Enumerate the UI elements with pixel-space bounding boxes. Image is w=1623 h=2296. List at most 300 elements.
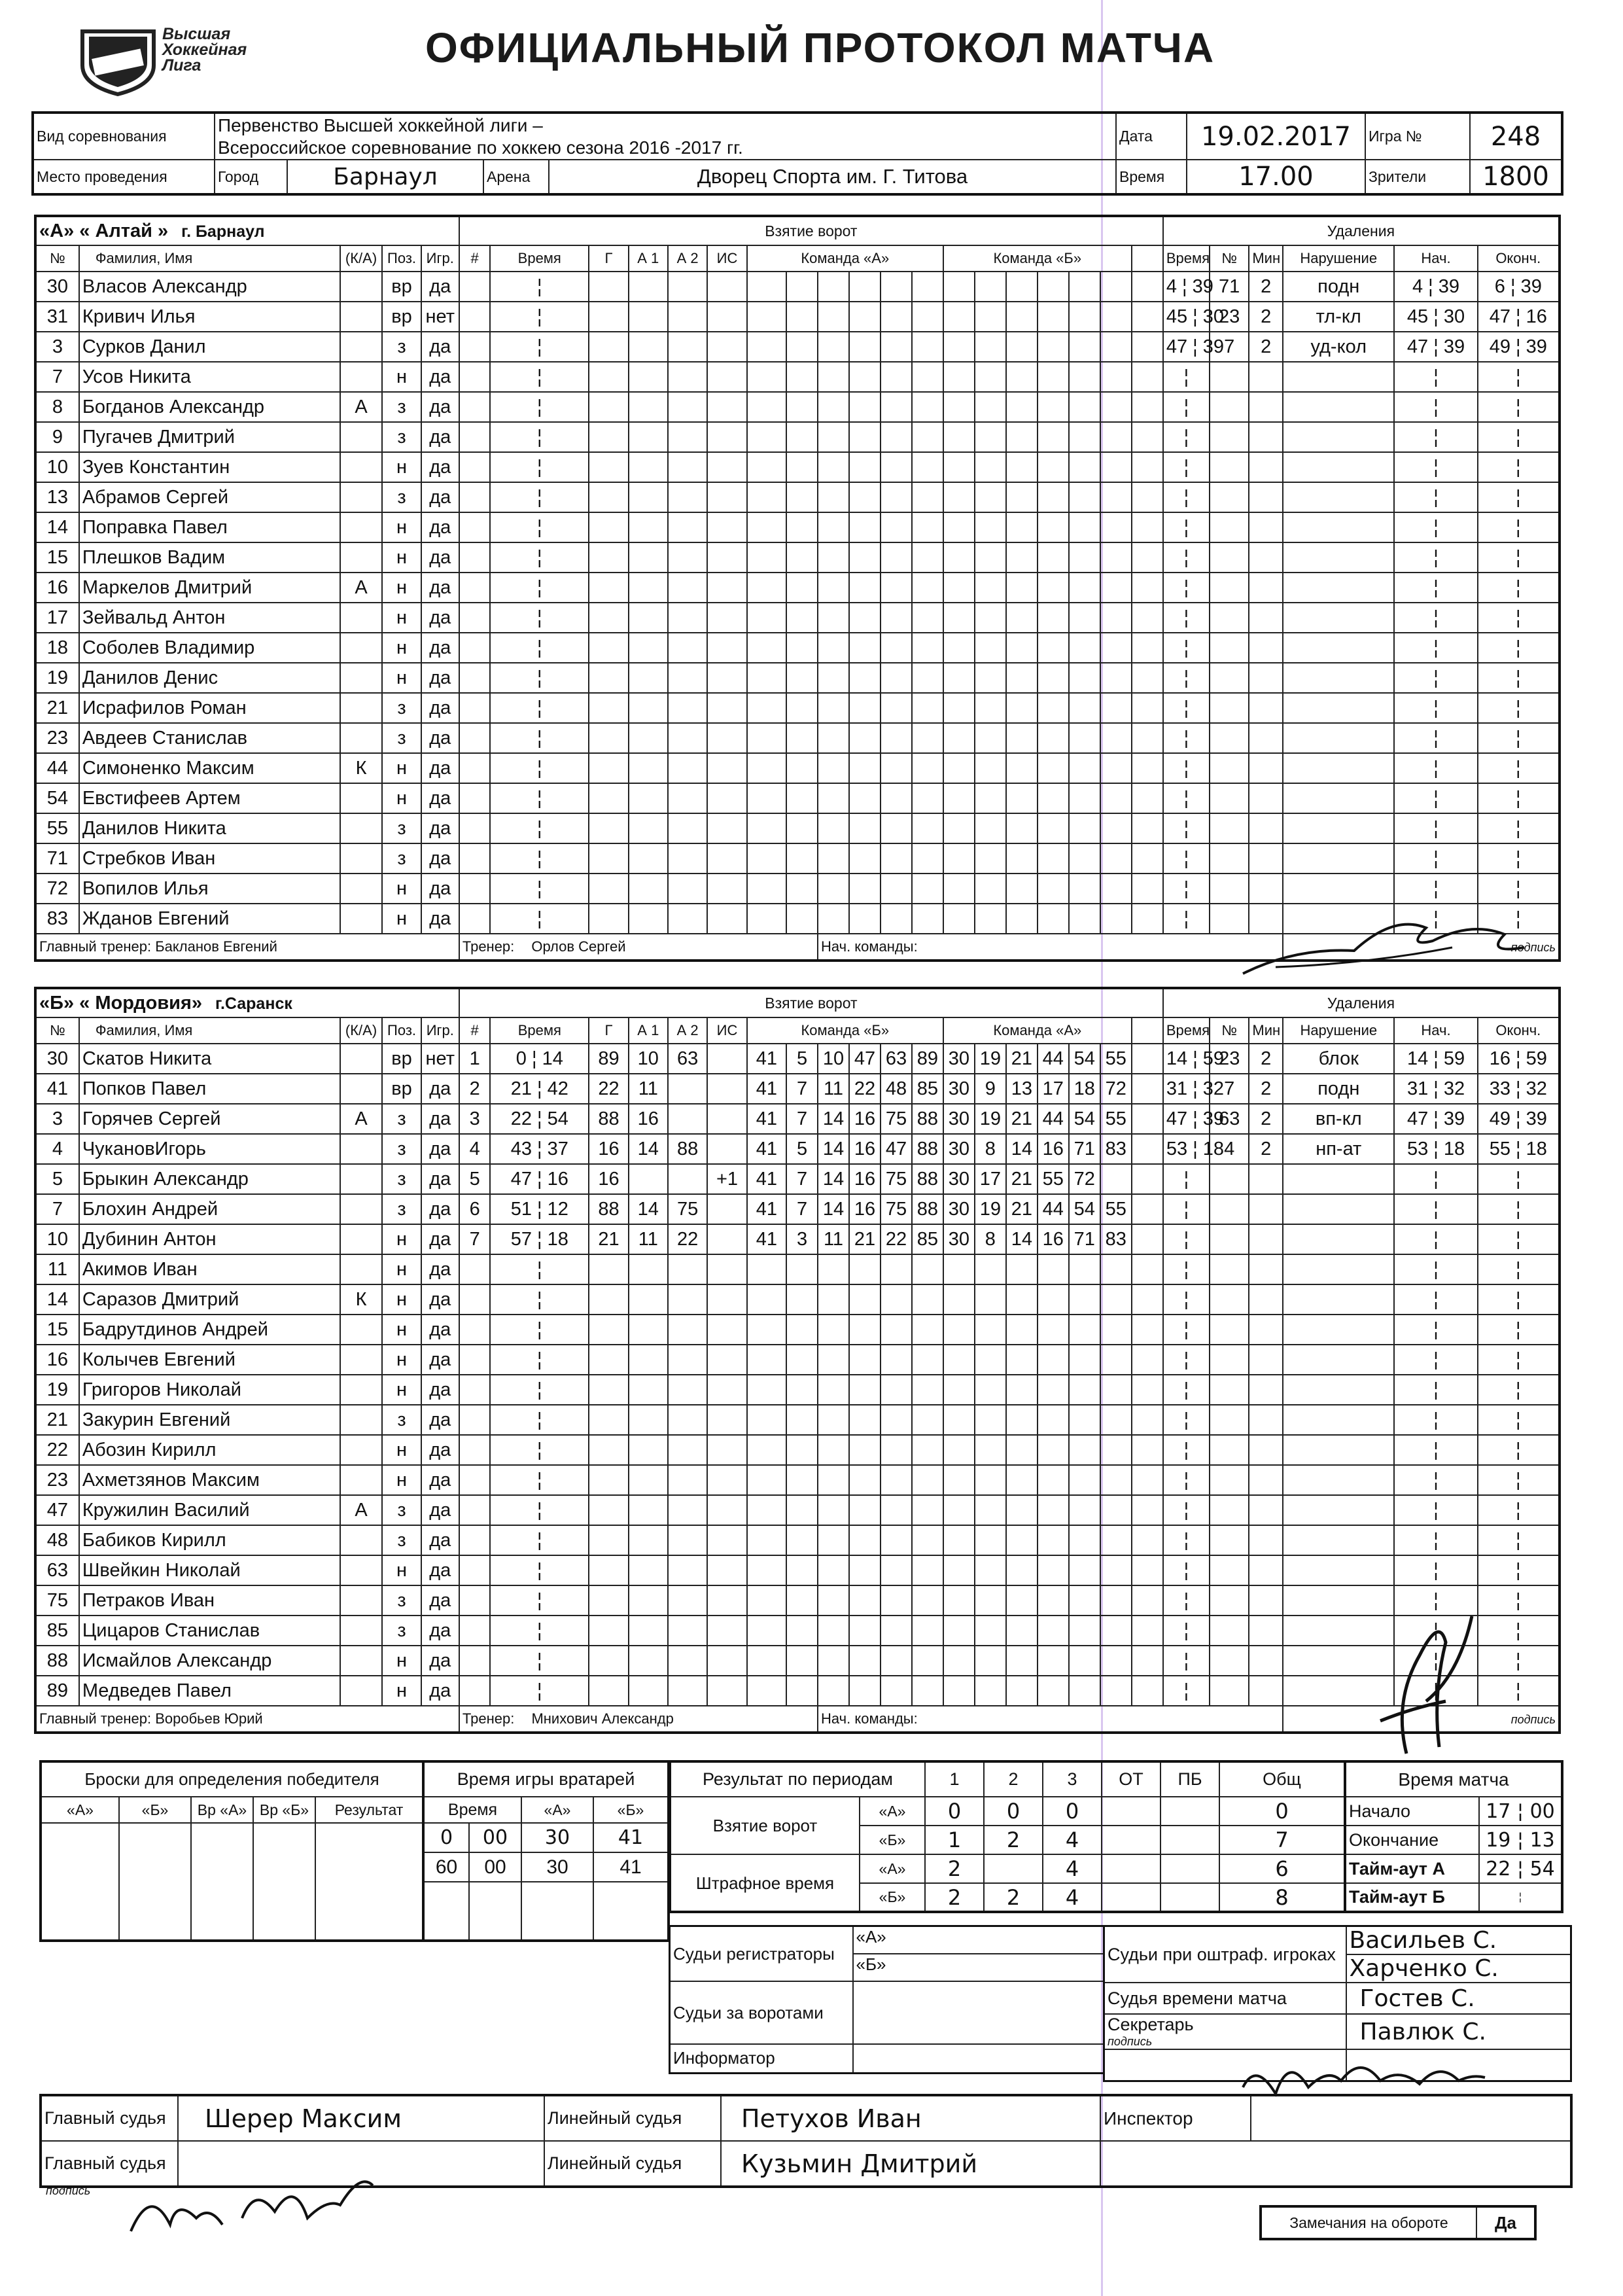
col-spacer (1132, 1074, 1163, 1104)
game-label: Игра № (1365, 113, 1470, 160)
goal-player-cell (975, 723, 1006, 753)
goal-cell (707, 362, 746, 392)
col-pen-inf: Нарушение (1283, 1017, 1394, 1044)
penalty-second: 39 (1202, 1108, 1225, 1129)
goal-player-cell (1006, 753, 1038, 783)
goal-player-cell (849, 422, 881, 452)
penalty-infraction (1283, 482, 1394, 512)
penalty-player (1210, 1315, 1249, 1345)
manager-label: Нач. команды: (820, 938, 918, 955)
penalty-start: ¦ (1394, 1676, 1477, 1706)
penalty-end: ¦ (1478, 1525, 1560, 1555)
goal-player-cell (1069, 512, 1100, 542)
col-own-team: Команда «Б» (747, 1017, 943, 1044)
goal-player-cell (1069, 1315, 1100, 1345)
head-coach-label: Главный тренер: (39, 1710, 156, 1727)
goal-player-cell (943, 332, 975, 362)
player-position: з (382, 1104, 421, 1134)
goal-cell (629, 663, 668, 693)
player-name: Цицаров Станислав (79, 1616, 340, 1646)
goal-player-cell (975, 1495, 1006, 1525)
shootout-cell (315, 1823, 423, 1941)
goal-cell (668, 723, 707, 753)
penalty-start: ¦ (1394, 753, 1477, 783)
player-row (35, 1224, 1560, 1254)
goal-own-player: 47 (881, 1134, 912, 1164)
penalty-player (1210, 1375, 1249, 1405)
referee-label: Главный судья (41, 2141, 178, 2187)
penalty-end-sec: 16 (1526, 306, 1547, 327)
goal-cell (589, 1465, 628, 1495)
penalty-start: ¦ (1394, 1375, 1477, 1405)
goal-cell (589, 723, 628, 753)
goal-cell (668, 1555, 707, 1585)
player-name: Соболев Владимир (79, 633, 340, 663)
player-number: 18 (35, 633, 79, 663)
registrars-cells (853, 1926, 1104, 1982)
player-ka (340, 1525, 383, 1555)
goal-player-cell (1006, 1345, 1038, 1375)
goal-player-cell (1069, 1254, 1100, 1284)
goal-own-player: 3 (786, 1224, 818, 1254)
goal-cell (629, 422, 668, 452)
penalty-start: ¦ (1394, 573, 1477, 603)
player-number: 13 (35, 482, 79, 512)
col-spacer (1132, 1017, 1163, 1044)
goal-player-cell (1069, 1525, 1100, 1555)
penalty-time: ¦ (1163, 512, 1210, 542)
goal-player-cell (786, 904, 818, 934)
goal-player-cell (1038, 843, 1069, 874)
penalty-minutes (1249, 1435, 1283, 1465)
goal-player-cell (849, 1345, 881, 1375)
goal-player-cell (881, 422, 912, 452)
penalty-minutes (1249, 693, 1283, 723)
penalty-player (1210, 1254, 1249, 1284)
goal-own-player: 7 (786, 1104, 818, 1134)
player-played: да (421, 1284, 459, 1315)
pim-a-cell: 4 (1043, 1854, 1102, 1883)
penalty-end: 16 ¦ 59 (1478, 1044, 1560, 1074)
goal-player-cell (747, 663, 786, 693)
goal-player-cell (975, 1465, 1006, 1495)
penalty-start: ¦ (1394, 1646, 1477, 1676)
goal-player-cell (881, 663, 912, 693)
col-spacer (1132, 1435, 1163, 1465)
goal-player-cell (943, 1315, 975, 1345)
goal-player-cell (747, 452, 786, 482)
goal-time: ¦ (490, 1465, 589, 1495)
penalty-start: ¦ (1394, 1525, 1477, 1555)
player-position: з (382, 332, 421, 362)
goal-player-cell (818, 1616, 849, 1646)
goal-player-cell (1100, 1616, 1132, 1646)
goal-own-player: 41 (747, 1194, 786, 1224)
goal-number (459, 843, 490, 874)
penalty-judge-2: Харченко С. (1346, 1954, 1571, 1983)
penalty-player (1210, 1345, 1249, 1375)
penalty-end-sec: 39 (1526, 336, 1547, 357)
goal-judges-label: Судьи за воротами (670, 1981, 853, 2044)
goal-player-cell (1069, 272, 1100, 302)
goal-player-cell (1069, 1495, 1100, 1525)
player-name: ЧукановИгорь (79, 1134, 340, 1164)
penalty-start: ¦ (1394, 512, 1477, 542)
col-opp-team: Команда «А» (943, 1017, 1132, 1044)
goal-time: ¦ (490, 874, 589, 904)
column-header-row (35, 1017, 1560, 1044)
goal-player-cell (1069, 542, 1100, 573)
goal-player-cell (975, 843, 1006, 874)
player-ka (340, 302, 383, 332)
goal-cell (707, 1254, 746, 1284)
penalty-infraction: вп-кл (1283, 1104, 1394, 1134)
player-number: 15 (35, 1315, 79, 1345)
goal-cell (629, 452, 668, 482)
goal-minute: 51 (510, 1198, 532, 1220)
goal-time: ¦ (490, 1315, 589, 1345)
goal-player-cell (1100, 633, 1132, 663)
goalie-cell: 00 (469, 1852, 521, 1882)
player-played: да (421, 663, 459, 693)
player-ka (340, 1375, 383, 1405)
goal-cell (589, 1375, 628, 1405)
penalty-infraction (1283, 1164, 1394, 1194)
goal-opp-player: 83 (1100, 1224, 1132, 1254)
goal-cell (629, 723, 668, 753)
player-played: да (421, 392, 459, 422)
goal-player-cell (849, 843, 881, 874)
penalty-end: ¦ (1478, 783, 1560, 813)
date-value: 19.02.2017 (1187, 113, 1365, 160)
player-position: н (382, 362, 421, 392)
goal-cell (707, 1676, 746, 1706)
goalie-cell (521, 1882, 593, 1941)
player-position: н (382, 663, 421, 693)
goal-opp-player: 30 (943, 1164, 975, 1194)
head-coach-value: Воробьев Юрий (155, 1710, 263, 1727)
penalty-time: ¦ (1163, 783, 1210, 813)
penalty-end: ¦ (1478, 573, 1560, 603)
goal-player-cell (1038, 783, 1069, 813)
goal-cell (707, 1345, 746, 1375)
penalty-time: ¦ (1163, 1194, 1210, 1224)
goal-time: ¦ (490, 392, 589, 422)
col-spacer (1132, 904, 1163, 934)
goals-header: Взятие ворот (459, 988, 1163, 1017)
penalty-minutes (1249, 512, 1283, 542)
player-name: Блохин Андрей (79, 1194, 340, 1224)
goal-cell (589, 1315, 628, 1345)
goal-player-cell (881, 362, 912, 392)
player-played: да (421, 422, 459, 452)
goal-player-cell (912, 1555, 943, 1585)
goalie-col: Время (423, 1797, 521, 1823)
goal-player-cell (747, 272, 786, 302)
goal-player-cell (1100, 753, 1132, 783)
head-coach-cell (35, 934, 459, 961)
player-name: Пугачев Дмитрий (79, 422, 340, 452)
goal-player-cell (975, 813, 1006, 843)
goal-opp-player: 21 (1006, 1104, 1038, 1134)
pim-a-cell (984, 1854, 1043, 1883)
player-position: з (382, 392, 421, 422)
goal-player-cell (1006, 874, 1038, 904)
player-number: 8 (35, 392, 79, 422)
penalty-end-min: 16 (1489, 1048, 1510, 1069)
col-g: Г (589, 245, 628, 272)
goal-number: 4 (459, 1134, 490, 1164)
col-is: ИС (707, 1017, 746, 1044)
goal-cell (707, 633, 746, 663)
goal-player-cell (1100, 542, 1132, 573)
player-ka (340, 693, 383, 723)
goal-player-cell (849, 1495, 881, 1525)
goal-player-cell (849, 1616, 881, 1646)
goal-time: ¦ (490, 753, 589, 783)
col-spacer (1132, 1284, 1163, 1315)
player-row (35, 452, 1560, 482)
goals-a-cell: 0 (925, 1797, 984, 1826)
team-title-cell (35, 988, 459, 1017)
player-number: 10 (35, 1224, 79, 1254)
goal-number (459, 452, 490, 482)
goal-player-cell (1006, 693, 1038, 723)
logo-line: Хоккейная (162, 41, 247, 59)
player-played: да (421, 1676, 459, 1706)
goal-cell (668, 874, 707, 904)
penalty-player (1210, 783, 1249, 813)
goal-player-cell (975, 603, 1006, 633)
goal-assist1: 10 (629, 1044, 668, 1074)
goal-cell (589, 1495, 628, 1525)
player-number: 3 (35, 1104, 79, 1134)
goal-time: ¦ (490, 693, 589, 723)
goal-player-cell (1069, 693, 1100, 723)
goalie-cell: 0 (423, 1823, 469, 1852)
penalty-start: ¦ (1394, 693, 1477, 723)
goal-player-cell (912, 1435, 943, 1465)
goal-player-cell (1069, 874, 1100, 904)
col-ka: (К/А) (340, 1017, 383, 1044)
goal-player-cell (786, 542, 818, 573)
goal-player-cell (818, 332, 849, 362)
goal-scorer: 22 (589, 1074, 628, 1104)
goal-number (459, 633, 490, 663)
goal-player-cell (786, 1405, 818, 1435)
player-row (35, 573, 1560, 603)
goal-player-cell (849, 452, 881, 482)
player-ka (340, 1194, 383, 1224)
goal-player-cell (786, 362, 818, 392)
goal-player-cell (786, 1616, 818, 1646)
player-ka (340, 1134, 383, 1164)
player-number: 54 (35, 783, 79, 813)
player-position: н (382, 452, 421, 482)
goal-number (459, 1676, 490, 1706)
goal-player-cell (1100, 1405, 1132, 1435)
player-position: вр (382, 1044, 421, 1074)
goal-player-cell (975, 1616, 1006, 1646)
goal-player-cell (881, 1555, 912, 1585)
registrars-label (670, 1926, 853, 1982)
player-row (35, 1315, 1560, 1345)
goal-opp-player: 71 (1069, 1134, 1100, 1164)
goal-player-cell (818, 663, 849, 693)
player-position: з (382, 422, 421, 452)
goal-own-player: 16 (849, 1194, 881, 1224)
goals-b-cell: 4 (1043, 1826, 1102, 1854)
goal-minute: 47 (510, 1168, 532, 1190)
goal-player-cell (943, 1465, 975, 1495)
goal-player-cell (1069, 482, 1100, 512)
goal-player-cell (747, 874, 786, 904)
goal-player-cell (975, 302, 1006, 332)
player-number: 31 (35, 302, 79, 332)
goal-cell (668, 512, 707, 542)
penalty-start: ¦ (1394, 1585, 1477, 1616)
goal-player-cell (1038, 1435, 1069, 1465)
player-row (35, 302, 1560, 332)
goal-player-cell (818, 1525, 849, 1555)
goal-player-cell (747, 542, 786, 573)
player-row (35, 1104, 1560, 1134)
goal-player-cell (818, 1465, 849, 1495)
penalty-end: ¦ (1478, 1405, 1560, 1435)
goal-own-player: 16 (849, 1104, 881, 1134)
goal-player-cell (747, 1616, 786, 1646)
goal-player-cell (912, 482, 943, 512)
penalty-start-sec: 30 (1443, 306, 1465, 327)
col-spacer (1132, 1405, 1163, 1435)
goal-cell (668, 663, 707, 693)
goal-player-cell (1069, 1284, 1100, 1315)
penalty-infraction (1283, 693, 1394, 723)
player-position: з (382, 1525, 421, 1555)
goal-player-cell (881, 1315, 912, 1345)
goal-cell (589, 693, 628, 723)
goal-number (459, 1616, 490, 1646)
goal-player-cell (912, 512, 943, 542)
penalty-start: ¦ (1394, 1616, 1477, 1646)
goal-player-cell (1006, 542, 1038, 573)
penalty-minute: 14 (1166, 1048, 1188, 1069)
shootout-table (39, 1760, 425, 1942)
col-pos: Поз. (382, 1017, 421, 1044)
goalie-col: «Б» (593, 1797, 669, 1823)
goal-time: ¦ (490, 813, 589, 843)
penalty-player: 71 (1210, 272, 1249, 302)
col-pen-num: № (1210, 245, 1249, 272)
player-position: н (382, 1555, 421, 1585)
player-name: Богданов Александр (79, 392, 340, 422)
penalty-start-min: 4 (1412, 275, 1423, 297)
goal-player-cell (1038, 1345, 1069, 1375)
goal-cell (629, 1555, 668, 1585)
goal-player-cell (912, 1616, 943, 1646)
goal-player-cell (1038, 332, 1069, 362)
coach-value: Орлов Сергей (531, 938, 626, 955)
goal-player-cell (1006, 633, 1038, 663)
player-played: да (421, 1104, 459, 1134)
goal-cell (589, 1616, 628, 1646)
col-spacer (1132, 1194, 1163, 1224)
goal-time: ¦ (490, 783, 589, 813)
player-position: н (382, 1345, 421, 1375)
goal-player-cell (747, 1555, 786, 1585)
goal-cell (707, 1555, 746, 1585)
goal-number (459, 362, 490, 392)
goal-player-cell (786, 843, 818, 874)
player-number: 48 (35, 1525, 79, 1555)
penalty-minutes: 2 (1249, 1134, 1283, 1164)
goal-player-cell (1069, 1405, 1100, 1435)
goal-time: 51 ¦ 12 (490, 1194, 589, 1224)
penalty-minutes (1249, 1224, 1283, 1254)
remarks-label: Замечания на обороте (1261, 2206, 1476, 2239)
goal-cell (707, 573, 746, 603)
goal-cell (629, 633, 668, 663)
goal-player-cell (1069, 302, 1100, 332)
goal-player-cell (1069, 362, 1100, 392)
penalties-header: Удаления (1163, 988, 1560, 1017)
goal-player-cell (943, 1525, 975, 1555)
goal-player-cell (786, 723, 818, 753)
penalty-minutes (1249, 422, 1283, 452)
goal-number (459, 813, 490, 843)
player-number: 88 (35, 1646, 79, 1676)
player-name: Абрамов Сергей (79, 482, 340, 512)
goal-opp-player: 72 (1100, 1074, 1132, 1104)
goal-situation: +1 (707, 1164, 746, 1194)
player-name: Кружилин Василий (79, 1495, 340, 1525)
goal-player-cell (1100, 452, 1132, 482)
goal-player-cell (786, 663, 818, 693)
goal-own-player: 85 (912, 1074, 943, 1104)
goal-player-cell (1100, 482, 1132, 512)
goal-opp-player: 9 (975, 1074, 1006, 1104)
registrar-b: «Б» (856, 1954, 886, 1974)
pim-b-cell: 4 (1043, 1883, 1102, 1912)
goal-own-player: 22 (881, 1224, 912, 1254)
penalty-time: ¦ (1163, 1375, 1210, 1405)
penalty-player (1210, 1616, 1249, 1646)
goal-cell (629, 1254, 668, 1284)
goal-time: ¦ (490, 542, 589, 573)
penalty-end: ¦ (1478, 1435, 1560, 1465)
penalty-start-min: 47 (1406, 1108, 1429, 1129)
penalty-player (1210, 1284, 1249, 1315)
penalty-time: ¦ (1163, 362, 1210, 392)
goal-cell (668, 904, 707, 934)
player-name: Исмайлов Александр (79, 1646, 340, 1676)
penalty-time: ¦ (1163, 1315, 1210, 1345)
goal-player-cell (943, 1435, 975, 1465)
penalty-time: ¦ (1163, 1585, 1210, 1616)
goal-cell (629, 1345, 668, 1375)
goal-cell (707, 1405, 746, 1435)
penalty-infraction (1283, 512, 1394, 542)
penalties-header: Удаления (1163, 216, 1560, 245)
goal-player-cell (1038, 1585, 1069, 1616)
goal-number (459, 482, 490, 512)
goal-player-cell (747, 392, 786, 422)
player-name: Ахметзянов Максим (79, 1465, 340, 1495)
col-spacer (1132, 332, 1163, 362)
goal-player-cell (1038, 573, 1069, 603)
referee-label: Главный судья (41, 2095, 178, 2141)
penalty-start: ¦ (1394, 813, 1477, 843)
